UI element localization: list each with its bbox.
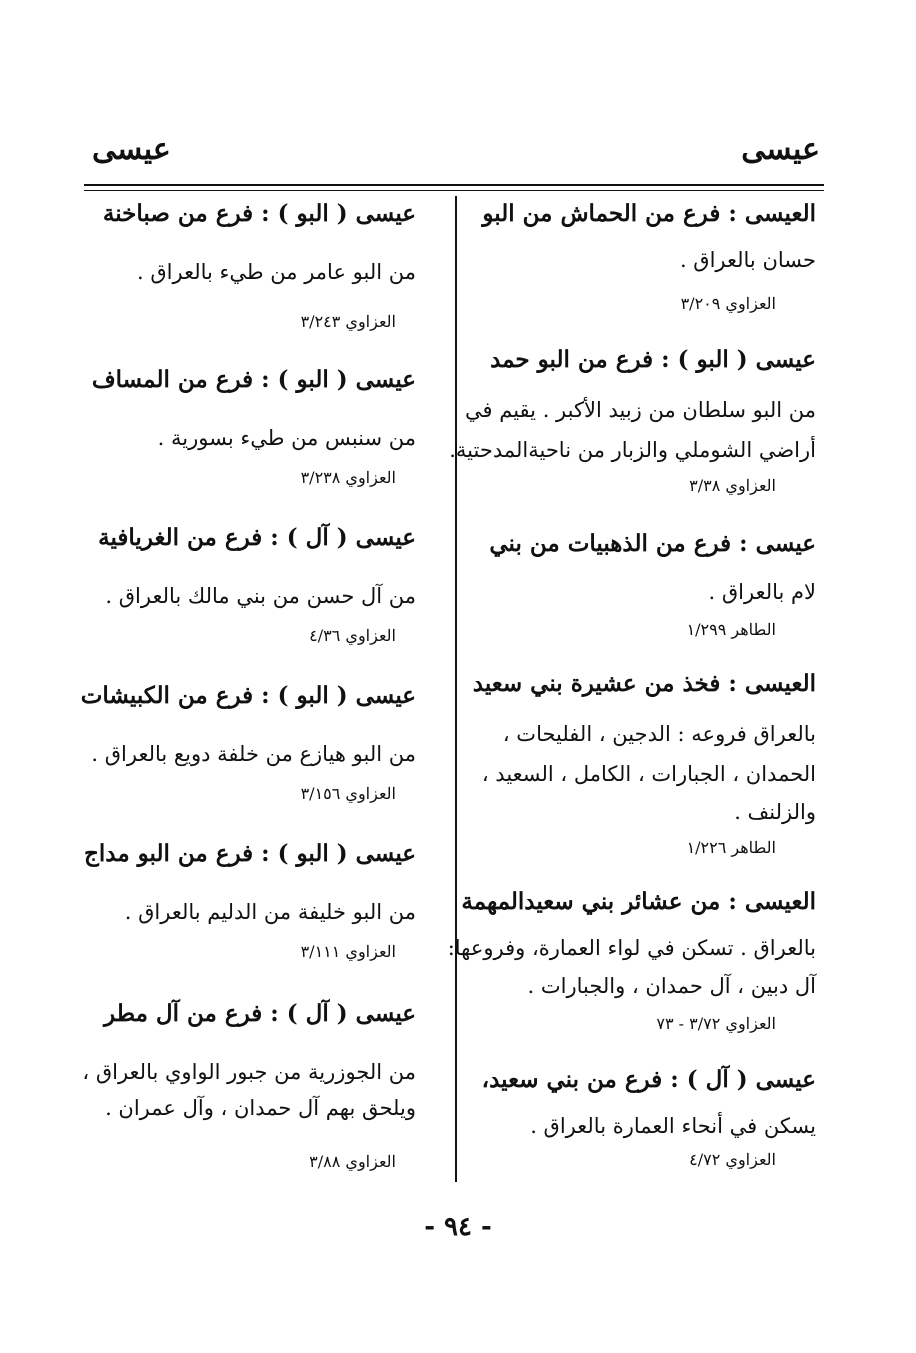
entry-headline: عيسى ( آل ) : فرع من بني سعيد، (481, 1066, 816, 1093)
running-head-left: عيسى (92, 132, 171, 167)
header-rule (84, 184, 824, 186)
entry-line: آل دبين ، آل حمدان ، والجبارات . (527, 974, 816, 998)
entry-reference: الطاهر ١/٢٩٩ (686, 620, 776, 639)
entry-line: ويلحق بهم آل حمدان ، وآل عمران . (105, 1096, 416, 1120)
entry-headline: عيسى : فرع من الذهبيات من بني (489, 530, 816, 557)
entry-headline: عيسى ( آل ) : فرع من آل مطر (104, 1000, 416, 1027)
entry-reference: العزاوي ٣/٢٤٣ (300, 312, 396, 331)
running-head-right: عيسى (741, 132, 820, 167)
entry-reference: العزاوي ٣/٢٣٨ (300, 468, 396, 487)
entry-headline: العيسى : فخذ من عشيرة بني سعيد (472, 670, 816, 697)
entry-headline: العيسى : من عشائر بني سعيدالمهمة (461, 888, 816, 915)
entry-reference: العزاوي ٤/٣٦ (309, 626, 396, 645)
entry-line: لام بالعراق . (708, 580, 816, 604)
entry-reference: العزاوي ٣/٣٨ (689, 476, 776, 495)
entry-line: من الجوزرية من جبور الواوي بالعراق ، (82, 1060, 416, 1084)
entry-reference: العزاوي ٣/٧٢ - ٧٣ (656, 1014, 776, 1033)
entry-line: حسان بالعراق . (679, 248, 816, 272)
entry-headline: عيسى ( البو ) : فرع من الكبيشات (80, 682, 416, 709)
entry-line: أراضي الشوملي والزبار من ناحيةالمدحتية. (449, 438, 816, 462)
entry-reference: الطاهر ١/٢٢٦ (686, 838, 776, 857)
entry-headline: عيسى ( البو ) : فرع من المساف (91, 366, 416, 393)
entry-reference: العزاوي ٣/٢٠٩ (680, 294, 776, 313)
entry-reference: العزاوي ٣/١١١ (300, 942, 396, 961)
entry-line: والزلنف . (734, 800, 816, 824)
entry-headline: عيسى ( البو ) : فرع من صباخنة (102, 200, 416, 227)
entry-line: من البو هيازع من خلفة دويع بالعراق . (91, 742, 416, 766)
header-rule-thin (84, 190, 824, 191)
entry-reference: العزاوي ٤/٧٢ (689, 1150, 776, 1169)
entry-line: من البو سلطان من زبيد الأكبر . يقيم في (465, 398, 816, 422)
entry-line: من البو عامر من طيء بالعراق . (137, 260, 416, 284)
entry-line: من آل حسن من بني مالك بالعراق . (105, 584, 416, 608)
entry-reference: العزاوي ٣/٨٨ (309, 1152, 396, 1171)
entry-line: من البو خليفة من الدليم بالعراق . (124, 900, 416, 924)
page-number: - ٩٤ - (424, 1212, 492, 1242)
entry-headline: عيسى ( البو ) : فرع من البو حمد (490, 346, 816, 373)
entry-line: بالعراق . تسكن في لواء العمارة، وفروعها: (447, 936, 816, 960)
entry-headline: العيسى : فرع من الحماش من البو (482, 200, 816, 227)
column-divider (455, 196, 457, 1182)
entry-line: يسكن في أنحاء العمارة بالعراق . (530, 1114, 816, 1138)
entry-line: من سنبس من طيء بسورية . (157, 426, 416, 450)
entry-line: الحمدان ، الجبارات ، الكامل ، السعيد ، (481, 762, 816, 786)
entry-headline: عيسى ( آل ) : فرع من الغريافية (98, 524, 416, 551)
entry-line: بالعراق فروعه : الدجين ، الفليحات ، (502, 722, 816, 746)
entry-headline: عيسى ( البو ) : فرع من البو مداج (84, 840, 416, 867)
entry-reference: العزاوي ٣/١٥٦ (300, 784, 396, 803)
